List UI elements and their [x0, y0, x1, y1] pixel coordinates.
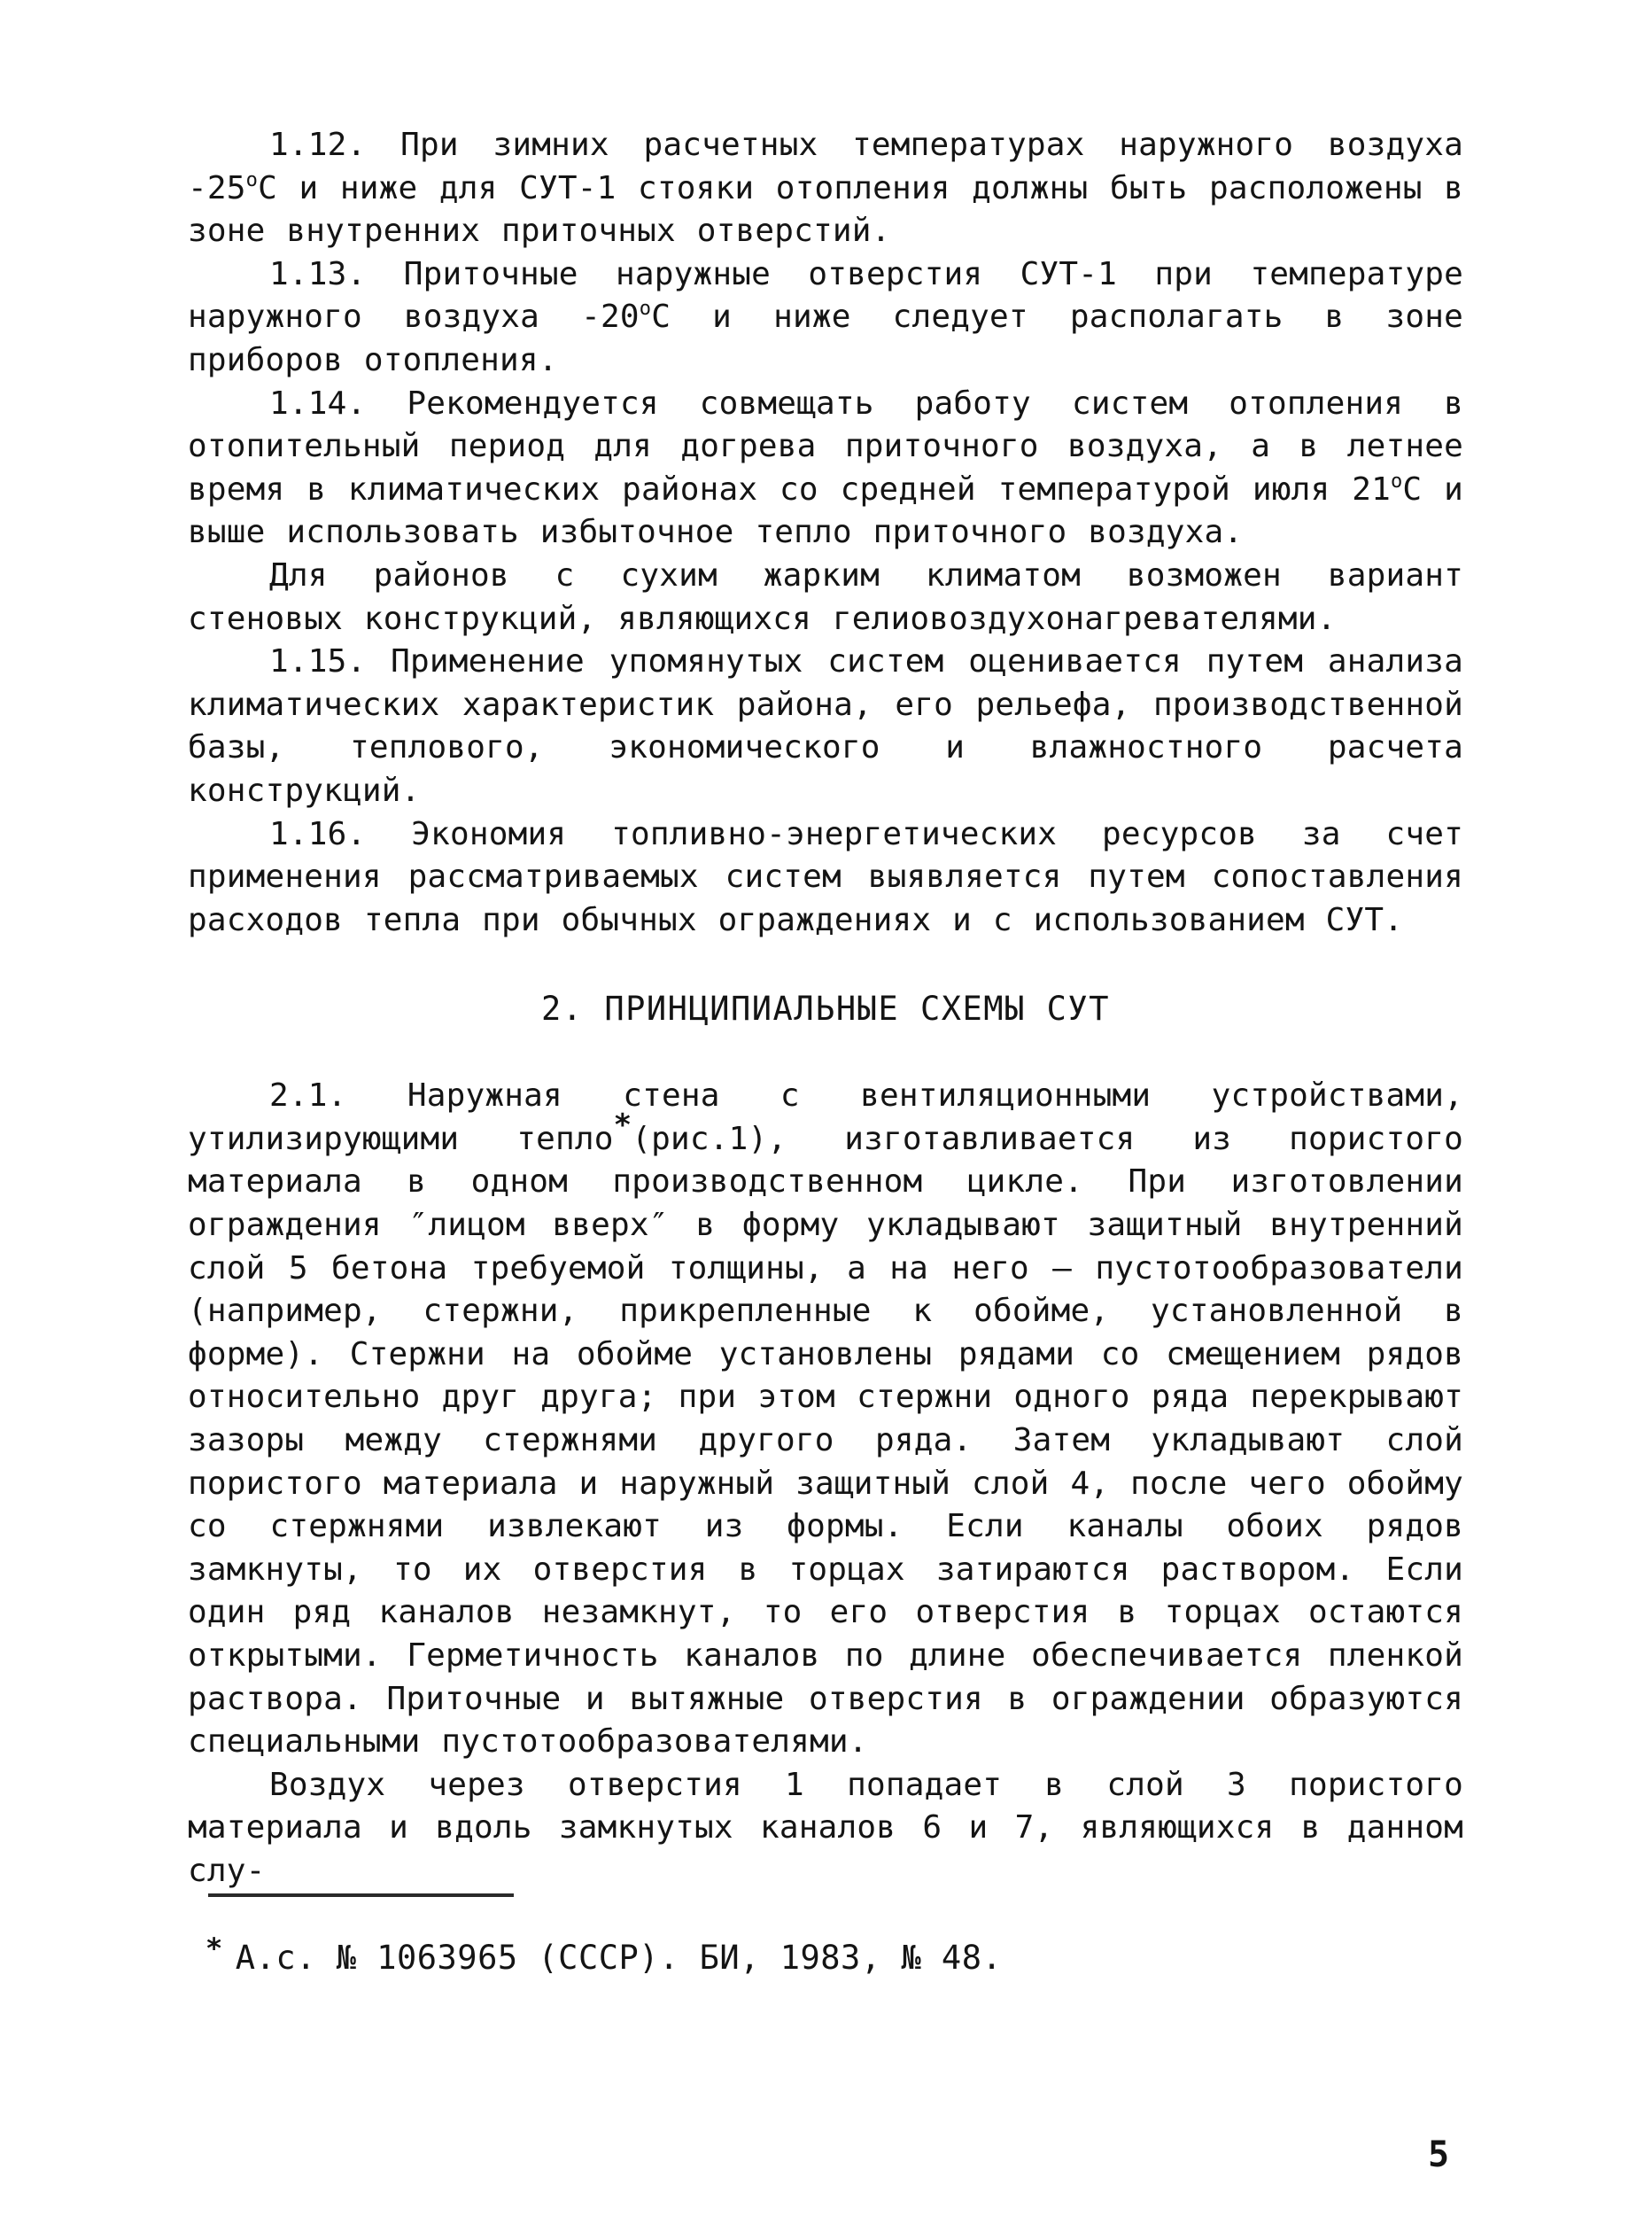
- footnote-mark: *: [206, 1932, 223, 1965]
- page-number: 5: [1428, 2134, 1450, 2175]
- footnote-text: А.с. № 1063965 (СССР). БИ, 1983, № 48.: [235, 1939, 1003, 1977]
- paragraph-2-1-rest: (рис.1), изготавливается из пористого материала в одном производственном цикле. При изготовлении ограждения ″лицом вверх″ в форму укладывают защитный внутренний слой 5 бетона требуемой толщины, а на него — пустотообразователи (например, стержни, прикрепленные к обойме, установленной в форме). Стержни на обойме установлены рядами со смещением рядов относительно друг друга; при этом стержни одного ряда перекрывают зазоры между стержнями другого ряда. Затем укладывают слой пористого материала и наружный защитный слой 4, после чего обойму со стержнями извлекают из формы. Если каналы обоих рядов замкнуты, то их отверстия в торцах затираются раствором. Если один ряд каналов незамкнут, то его отверстия в торцах остаются открытыми. Герметичность каналов по длине обеспечивается пленкой раствора. Приточные и вытяжные отверстия в ограждении образуются специальными пустотообразователями.: [188, 1120, 1463, 1761]
- paragraph-1-14: [188, 383, 1463, 555]
- paragraph-1-12-text: 1.12. При зимних расчетных температурах наружного воздуха -25: [188, 127, 1463, 206]
- paragraph-1-15: 1.15. Применение упомянутых систем оценивается путем анализа климатических характеристик района, его рельефа, производственной базы, теплового, экономического и влажностного расчета конструкций.: [188, 643, 1463, 809]
- footnote-divider: [208, 1893, 514, 1897]
- degree-mark: o: [245, 168, 259, 191]
- paragraph-2-1-text: 2.1. Наружная стена с вентиляционными устройствами, утилизирующими тепло: [188, 1077, 1463, 1157]
- paragraph-1-13: [188, 253, 1463, 383]
- degree-mark: o: [1390, 470, 1403, 493]
- paragraph-1-13-text: 1.13. Приточные наружные отверстия СУТ-1 при температуре наружного воздуха -20: [188, 255, 1463, 336]
- paragraph-air: Воздух через отверстия 1 попадает в слой 3 пористого материала и вдоль замкнутых каналов 6 и 7, являющихся в данном слу-: [188, 1766, 1463, 1889]
- body-text: [188, 124, 1463, 1893]
- section-heading: 2. ПРИНЦИПИАЛЬНЫЕ СХЕМЫ СУТ: [541, 990, 1110, 1029]
- paragraph-1-16: 1.16. Экономия топливно-энергетических ресурсов за счет применения рассматриваемых систем выявляется путем сопоставления расходов тепла при обычных ограждениях и с использованием СУТ.: [188, 815, 1463, 938]
- footnote-reference[interactable]: *: [613, 1107, 632, 1143]
- paragraph-1-12-rest: С и ниже для СУТ-1 стояки отопления должны быть расположены в зоне внутренних приточных отверстий.: [188, 169, 1463, 250]
- paragraph-1-14-text: 1.14. Рекомендуется совмещать работу систем отопления в отопительный период для догрева приточного воздуха, а в летнее время в климатических районах со средней температурой июля 21: [188, 385, 1463, 508]
- paragraph-dry-climate: Для районов с сухим жарким климатом возможен вариант стеновых конструкций, являющихся гелиовоздухонагревателями.: [188, 556, 1463, 637]
- footnote: [206, 1927, 1002, 1979]
- paragraph-2-1: [188, 1075, 1463, 1764]
- paragraph-1-13-rest: С и ниже следует располагать в зоне приборов отопления.: [188, 299, 1463, 378]
- paragraph-1-14-rest: С и выше использовать избыточное тепло приточного воздуха.: [188, 470, 1464, 551]
- paragraph-1-12: [188, 124, 1463, 253]
- degree-mark: o: [639, 298, 652, 321]
